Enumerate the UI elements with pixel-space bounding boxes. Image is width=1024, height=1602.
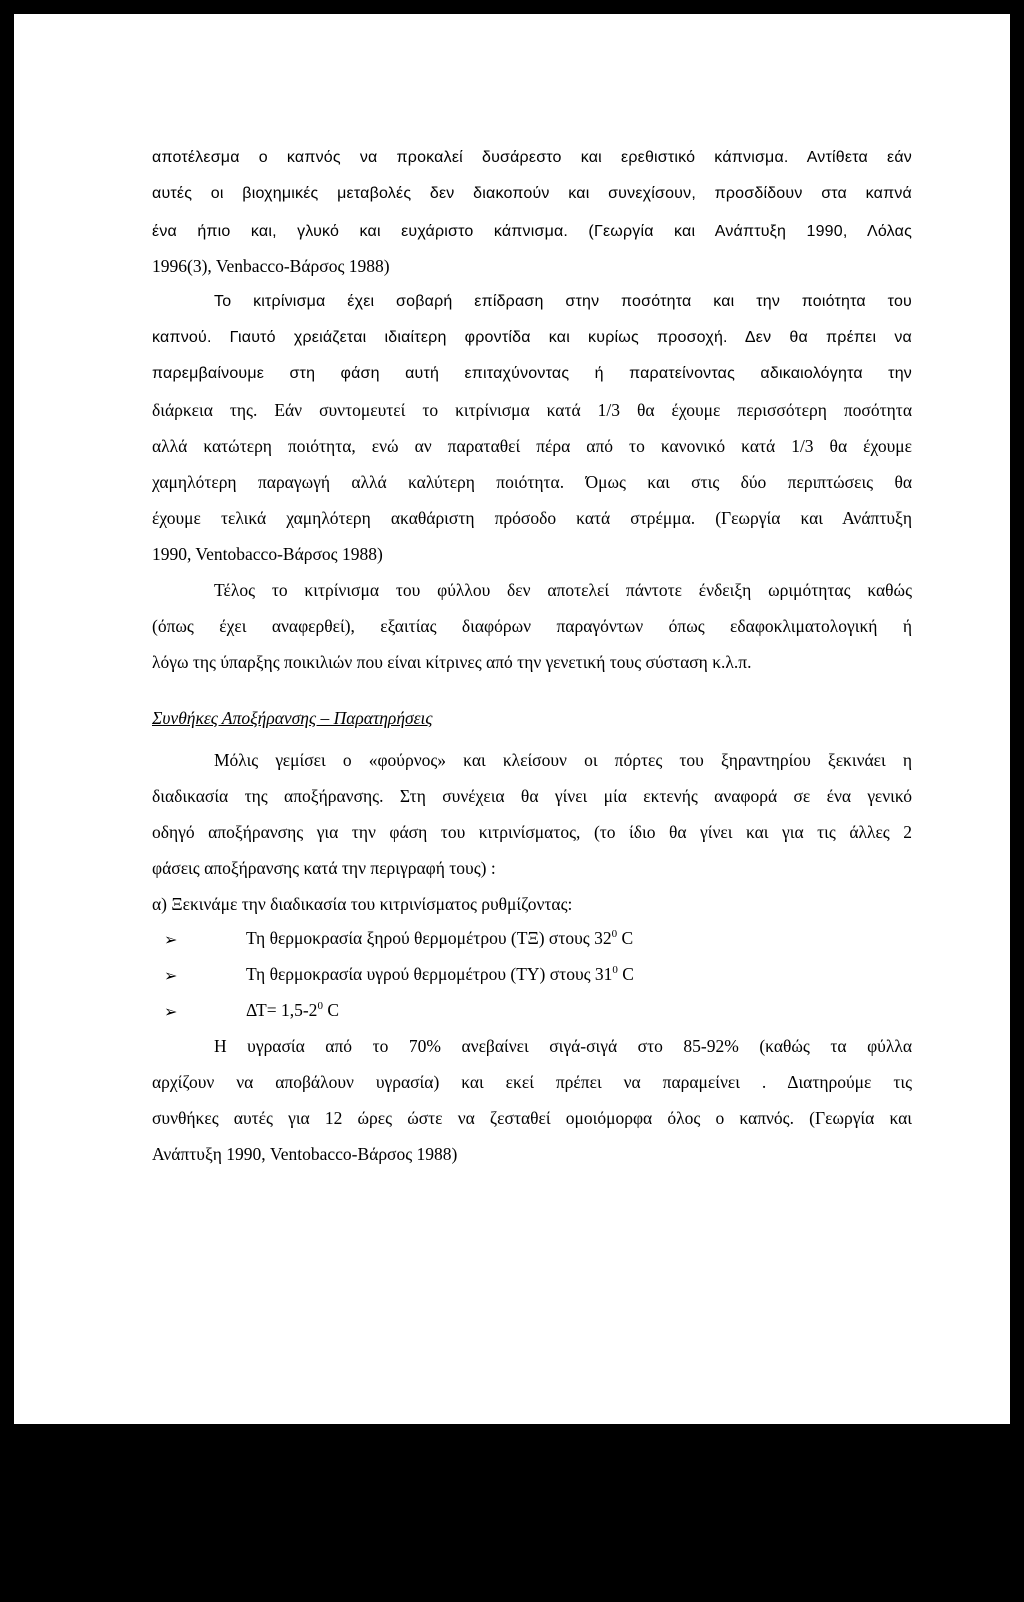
- paragraph-line: αποτέλεσμα ο καπνός να προκαλεί δυσάρεστο και ερεθιστικό κάπνισμα. Αντίθετα εάν: [152, 149, 912, 166]
- paragraph-line: φάσεις αποξήρανσης κατά την περιγραφή τους) :: [152, 858, 496, 878]
- paragraph-line: παρεμβαίνουμε στη φάση αυτή επιταχύνοντας ή παρατείνοντας αδικαιολόγητα την: [152, 365, 912, 382]
- paragraph-line: Τέλος το κιτρίνισμα του φύλλου δεν αποτελεί πάντοτε ένδειξη ωριμότητας καθώς: [214, 580, 912, 600]
- page-number: 74: [851, 1582, 868, 1601]
- paragraph-line: διαδικασία της αποξήρανσης. Στη συνέχεια θα γίνει μία εκτενής αναφορά σε ένα γενικό: [152, 786, 912, 806]
- document-page: [14, 14, 1010, 1601]
- paragraph-line: 1990, Ventobacco-Βάρσος 1988): [152, 544, 383, 564]
- paragraph-line: αυτές οι βιοχημικές μεταβολές δεν διακοπούν και συνεχίσουν, προσδίδουν στα καπνά: [152, 185, 912, 202]
- paragraph-line: συνθήκες αυτές για 12 ώρες ώστε να ζεσταθεί ομοιόμορφα όλος ο καπνός. (Γεωργία και: [152, 1108, 912, 1128]
- paragraph-line: Το κιτρίνισμα έχει σοβαρή επίδραση στην ποσότητα και την ποιότητα του: [214, 293, 912, 310]
- paragraph-line: Η υγρασία από το 70% ανεβαίνει σιγά-σιγά στο 85-92% (καθώς τα φύλλα: [214, 1036, 912, 1056]
- bullet-unit: C: [617, 928, 634, 948]
- paragraph-line: Ανάπτυξη 1990, Ventobacco-Βάρσος 1988): [152, 1144, 458, 1164]
- paragraph-line: Μόλις γεμίσει ο «φούρνος» και κλείσουν οι πόρτες του ξηραντηρίου ξεκινάει η: [214, 750, 912, 770]
- paragraph-line: 1996(3), Venbacco-Βάρσος 1988): [152, 256, 390, 276]
- paragraph-line: α) Ξεκινάμε την διαδικασία του κιτρινίσματος ρυθμίζοντας:: [152, 894, 573, 914]
- paragraph-line: καπνού. Γιαυτό χρειάζεται ιδιαίτερη φροντίδα και κυρίως προσοχή. Δεν θα πρέπει να: [152, 329, 912, 346]
- bullet-superscript: 0: [317, 1000, 323, 1013]
- bullet-superscript: 0: [611, 928, 618, 941]
- bullet-item: [246, 1000, 339, 1021]
- arrow-bullet-icon: ➢: [164, 932, 178, 949]
- bullet-item: [246, 928, 633, 949]
- paragraph-line-sans: ένα ήπιο και, γλυκό και ευχάριστο κάπνισμα. (Γεωργία και Ανάπτυξη 1990, Λόλας: [152, 223, 912, 240]
- bullet-unit: C: [322, 1000, 339, 1020]
- section-heading: Συνθήκες Αποξήρανσης – Παρατηρήσεις: [152, 708, 433, 728]
- paragraph-line: χαμηλότερη παραγωγή αλλά καλύτερη ποιότητα. Όμως και στις δύο περιπτώσεις θα: [152, 472, 912, 492]
- paragraph-line: αρχίζουν να αποβάλουν υγρασία) και εκεί πρέπει να παραμείνει . Διατηρούμε τις: [152, 1072, 912, 1092]
- bullet-item: [246, 964, 634, 985]
- bullet-text: Τη θερμοκρασία υγρού θερμομέτρου (ΤΥ) στους 31: [246, 964, 613, 984]
- paragraph-line: οδηγό αποξήρανσης για την φάση του κιτρινίσματος, (το ίδιο θα γίνει και για τις άλλες 2: [152, 822, 912, 842]
- bullet-superscript: 0: [612, 964, 618, 977]
- paragraph-line: έχουμε τελικά χαμηλότερη ακαθάριστη πρόσοδο κατά στρέμμα. (Γεωργία και Ανάπτυξη: [152, 508, 912, 528]
- paragraph-line: λόγω της ύπαρξης ποικιλιών που είναι κίτρινες από την γενετική τους σύσταση κ.λ.π.: [152, 652, 752, 672]
- paragraph-line: [152, 220, 912, 242]
- paragraph-line: αλλά κατώτερη ποιότητα, ενώ αν παραταθεί πέρα από το κανονικό κατά 1/3 θα έχουμε: [152, 436, 912, 456]
- bullet-text: ΔΤ= 1,5-2: [246, 1000, 318, 1020]
- arrow-bullet-icon: ➢: [164, 968, 178, 985]
- arrow-bullet-icon: ➢: [164, 1004, 178, 1021]
- paragraph-line: (όπως έχει αναφερθεί), εξαιτίας διαφόρων παραγόντων όπως εδαφοκλιματολογική ή: [152, 616, 912, 636]
- paragraph-line: διάρκεια της. Εάν συντομευτεί το κιτρίνισμα κατά 1/3 θα έχουμε περισσότερη ποσότητα: [152, 400, 912, 420]
- bullet-unit: C: [617, 964, 634, 984]
- bullet-text: Τη θερμοκρασία ξηρού θερμομέτρου (ΤΞ) στους 32: [246, 928, 612, 948]
